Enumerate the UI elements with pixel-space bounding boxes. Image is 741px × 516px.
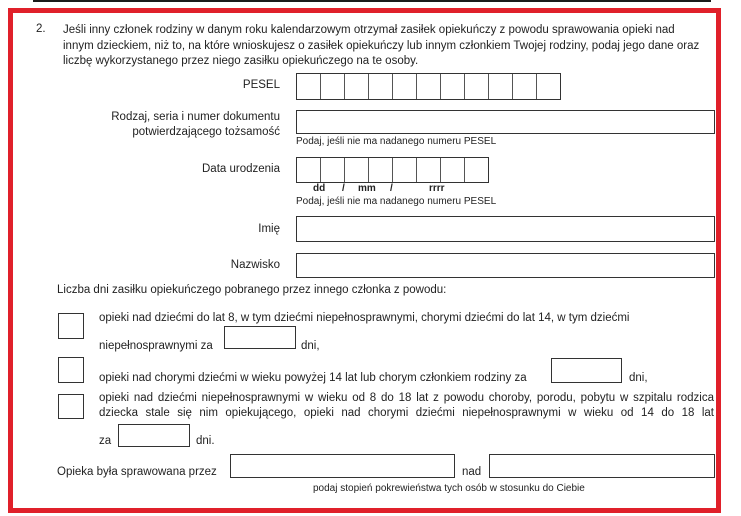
option1-text-line1: opieki nad dziećmi do lat 8, w tym dziećmi niepełnosprawnymi, chorymi dziećmi do lat 14, w tym dziećmi: [99, 312, 630, 324]
care-label: Opieka była sprawowana przez: [57, 466, 217, 478]
birth-date-cell[interactable]: [393, 158, 417, 182]
birth-date-cell[interactable]: [297, 158, 321, 182]
option1-days-input[interactable]: [224, 326, 296, 349]
birth-date-cell[interactable]: [417, 158, 441, 182]
date-format-yyyy: rrrr: [429, 183, 445, 194]
birth-date-cell[interactable]: [441, 158, 465, 182]
birth-date-label: Data urodzenia: [202, 163, 280, 175]
option2-checkbox[interactable]: [58, 357, 84, 383]
pesel-cell[interactable]: [393, 74, 417, 99]
date-format-mm: mm: [358, 183, 376, 194]
option2-text: opieki nad chorymi dziećmi w wieku powyżej 14 lat lub chorym członkiem rodziny za: [99, 372, 527, 384]
care-by-input[interactable]: [230, 454, 455, 478]
document-hint: Podaj, jeśli nie ma nadanego numeru PESEL: [296, 136, 497, 147]
birth-date-cell[interactable]: [369, 158, 393, 182]
pesel-input[interactable]: [296, 73, 561, 100]
birth-date-hint: Podaj, jeśli nie ma nadanego numeru PESEL: [296, 196, 497, 207]
date-format-dd: dd: [313, 183, 326, 194]
option2-days-input[interactable]: [551, 358, 622, 383]
days-heading: Liczba dni zasiłku opiekuńczego pobranego przez innego członka z powodu:: [57, 284, 447, 296]
option2-suffix: dni,: [629, 372, 648, 384]
document-label: [60, 110, 280, 140]
document-label-line1: Rodzaj, seria i numer dokumentu: [111, 111, 280, 123]
option3-text-line3: za: [99, 435, 112, 447]
pesel-cell[interactable]: [417, 74, 441, 99]
section-intro: Jeśli inny członek rodziny w danym roku kalendarzowym otrzymał zasiłek opiekuńczy z powodu sprawowania opieki nad innym dzieckiem, niż to, na które wnioskujesz o zasiłek opiekuńczy lub innym członkiem Twojej rodziny, podaj jego dane oraz liczbę wykorzystanego przez niego zasiłku opiekuńczego na te osoby.: [63, 24, 700, 67]
document-input[interactable]: [296, 110, 715, 134]
option1-suffix: dni,: [301, 340, 320, 352]
option3-text-line2: dziecka stale się nim opiekującego, opieki nad chorymi dziećmi niepełnosprawnymi w wieku od 14 do 18 lat: [99, 407, 714, 419]
first-name-label: Imię: [258, 223, 280, 235]
option3-suffix: dni.: [196, 435, 215, 447]
date-format-sep1: /: [342, 183, 345, 194]
pesel-cell[interactable]: [537, 74, 560, 99]
birth-date-cell[interactable]: [345, 158, 369, 182]
pesel-cell[interactable]: [297, 74, 321, 99]
pesel-cell[interactable]: [369, 74, 393, 99]
last-name-label: Nazwisko: [230, 259, 280, 271]
option3-text-line1: opieki nad dziećmi niepełnosprawnymi w wieku od 8 do 18 lat z powodu choroby, porodu, pobytu w szpitalu rodzica: [99, 392, 714, 404]
pesel-cell[interactable]: [513, 74, 537, 99]
top-divider-line: [33, 0, 711, 2]
pesel-cell[interactable]: [345, 74, 369, 99]
section-number: 2.: [36, 23, 46, 35]
option1-text-line2: niepełnosprawnymi za: [99, 340, 213, 352]
pesel-cell[interactable]: [441, 74, 465, 99]
option3-days-input[interactable]: [118, 424, 190, 447]
birth-date-cell[interactable]: [465, 158, 488, 182]
option1-checkbox[interactable]: [58, 313, 84, 339]
document-label-line2: potwierdzającego tożsamość: [132, 126, 280, 138]
first-name-input[interactable]: [296, 216, 715, 242]
pesel-label: PESEL: [242, 79, 280, 91]
pesel-cell[interactable]: [489, 74, 513, 99]
pesel-cell[interactable]: [465, 74, 489, 99]
birth-date-cell[interactable]: [321, 158, 345, 182]
last-name-input[interactable]: [296, 253, 715, 278]
date-format-sep2: /: [390, 183, 393, 194]
care-hint: podaj stopień pokrewieństwa tych osób w stosunku do Ciebie: [313, 483, 585, 494]
pesel-cell[interactable]: [321, 74, 345, 99]
care-connector: nad: [462, 466, 482, 478]
care-over-input[interactable]: [489, 454, 715, 478]
birth-date-input[interactable]: [296, 157, 489, 183]
option3-checkbox[interactable]: [58, 394, 84, 419]
